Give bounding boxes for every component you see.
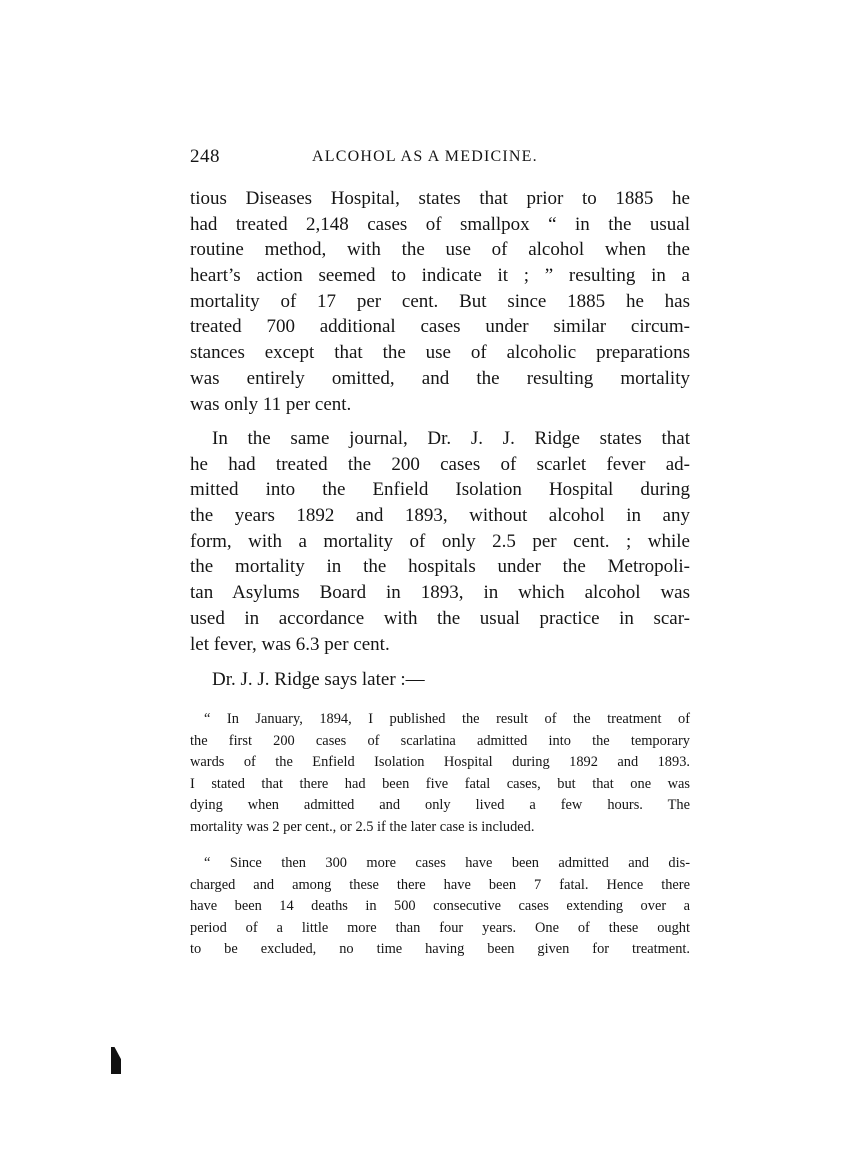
quote-line: the first 200 cases of scarlatina admitted into the temporary [190, 732, 690, 749]
text-line: mortality of 17 per cent. But since 1885 he has [190, 290, 690, 312]
quote-line: wards of the Enfield Isolation Hospital during 1892 and 1893. [190, 754, 690, 771]
paragraph-smallpox-mortality [190, 186, 690, 417]
page-number: 248 [190, 146, 220, 167]
text-line: the years 1892 and 1893, without alcohol in any [190, 505, 690, 527]
quote-line: dying when admitted and only lived a few hours. The [190, 797, 690, 814]
quote-line: “ In January, 1894, I published the result of the treatment of [204, 711, 690, 727]
text-line: used in accordance with the usual practice in scar- [190, 607, 690, 629]
text-line: the mortality in the hospitals under the Metropoli- [190, 556, 690, 578]
text-line: he had treated the 200 cases of scarlet fever ad- [190, 453, 690, 475]
text-line: was only 11 per cent. [190, 393, 352, 415]
running-title: ALCOHOL AS A MEDICINE. [312, 148, 538, 165]
scan-edge-mark [111, 1047, 121, 1074]
text-line: was entirely omitted, and the resulting mortality [190, 367, 690, 389]
quote-line: to be excluded, no time having been given for treatment. [190, 941, 690, 958]
text-line: stances except that the use of alcoholic preparations [190, 342, 690, 364]
text-line: let fever, was 6.3 per cent. [190, 633, 390, 655]
text-line: form, with a mortality of only 2.5 per cent. ; while [190, 530, 690, 552]
text-line: treated 700 additional cases under similar circum- [190, 316, 690, 338]
quote-line: “ Since then 300 more cases have been admitted and dis- [204, 855, 690, 871]
text-line: tious Diseases Hospital, states that prior to 1885 he [190, 188, 690, 209]
block-quote-since-then [190, 853, 690, 961]
quote-line: I stated that there had been five fatal cases, but that one was [190, 775, 690, 792]
quote-line: period of a little more than four years. One of these ought [190, 919, 690, 936]
paragraph-ridge-says-later [190, 667, 690, 693]
block-quote-january-1894 [190, 709, 690, 839]
text-line: had treated 2,148 cases of smallpox “ in the usual [190, 213, 690, 235]
quote-line: have been 14 deaths in 500 consecutive cases extending over a [190, 898, 690, 915]
quote-line: mortality was 2 per cent., or 2.5 if the later case is included. [190, 818, 535, 835]
text-line: mitted into the Enfield Isolation Hospital during [190, 479, 690, 501]
text-line: heart’s action seemed to indicate it ; ” resulting in a [190, 265, 690, 287]
text-line: Dr. J. J. Ridge says later :— [212, 669, 425, 690]
text-line: routine method, with the use of alcohol when the [190, 239, 690, 261]
text-line: tan Asylums Board in 1893, in which alcohol was [190, 582, 690, 604]
quote-line: charged and among these there have been 7 fatal. Hence there [190, 876, 690, 893]
paragraph-scarlet-fever [190, 426, 690, 657]
text-line: In the same journal, Dr. J. J. Ridge states that [212, 428, 690, 449]
